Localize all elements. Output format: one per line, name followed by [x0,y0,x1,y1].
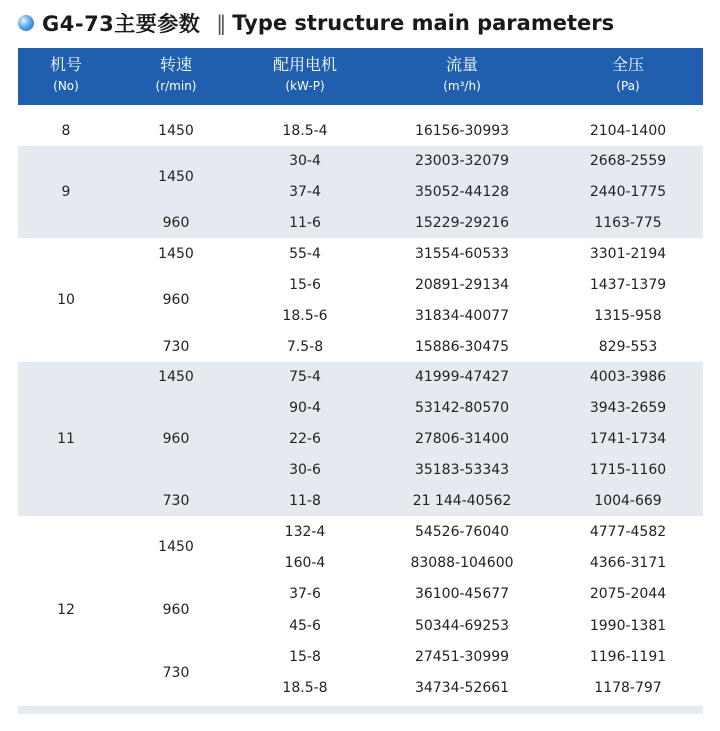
cell-flow: 35052-44128 [414,184,510,200]
cell-motor: 15-6 [289,276,321,293]
column-header-label: 流量 [445,55,479,74]
title-separator: ‖ [216,11,225,35]
cell-motor: 15-8 [289,649,321,665]
cell-pressure: 2104-1400 [589,122,667,139]
cell-pressure: 1163-775 [594,214,662,231]
column-header-pressure [612,54,644,96]
cell-speed: 960 [162,214,190,231]
cell-flow: 31834-40077 [414,307,510,324]
cell-motor: 11-6 [289,214,321,231]
cell-motor: 75-4 [289,369,321,386]
cell-flow: 23003-32079 [414,153,510,170]
column-header-model-no [50,54,82,96]
cell-flow: 15886-30475 [414,338,510,355]
cell-speed: 1450 [158,369,194,386]
cell-speed: 730 [162,664,190,681]
column-header-label: 配用电机 [272,55,338,74]
cell-flow: 50344-69253 [414,617,510,634]
cell-pressure: 4777-4582 [589,523,667,540]
cell-speed: 1450 [158,122,194,139]
cell-motor: 30-6 [289,461,321,478]
table-bottom-bar [18,706,703,714]
cell-speed: 730 [162,338,190,355]
cell-pressure: 3943-2659 [589,400,667,417]
cell-pressure: 2075-2044 [589,586,667,603]
cell-pressure: 1196-1191 [589,649,667,665]
cell-flow: 27451-30999 [414,649,510,665]
column-header-flow [443,54,481,96]
cell-pressure: 1004-669 [594,492,662,509]
cell-motor: 22-6 [289,431,321,447]
table-header [18,48,703,105]
cell-pressure: 4003-3986 [589,369,667,386]
cell-model-no: 12 [57,602,75,618]
column-header-unit: (m³/h) [443,79,481,93]
cell-motor: 132-4 [284,523,326,540]
cell-motor: 30-4 [289,153,321,170]
cell-pressure: 1741-1734 [589,431,667,447]
cell-pressure: 1437-1379 [589,276,667,293]
cell-flow: 34734-52661 [414,680,510,697]
page-title [18,8,614,38]
cell-speed: 960 [162,292,190,308]
cell-pressure: 1715-1160 [589,461,667,478]
cell-flow: 15229-29216 [414,214,510,231]
cell-model-no: 10 [57,292,75,308]
column-header-label: 机号 [49,55,83,74]
cell-motor: 18.5-4 [282,122,328,139]
cell-flow: 16156-30993 [414,122,510,139]
cell-speed: 730 [162,492,190,509]
cell-motor: 18.5-6 [282,307,328,324]
cell-flow: 83088-104600 [410,555,514,571]
cell-pressure: 829-553 [598,338,658,355]
cell-flow: 41999-47427 [414,369,510,386]
cell-pressure: 1315-958 [594,307,662,324]
column-header-label: 转速 [159,55,192,74]
cell-speed: 960 [162,431,190,447]
cell-motor: 11-8 [289,492,321,509]
cell-motor: 160-4 [284,555,326,571]
cell-speed: 1450 [158,539,194,556]
column-header-unit: (r/min) [155,79,197,93]
column-header-unit: (kW-P) [285,79,325,93]
cell-speed: 960 [162,602,190,618]
bullet-icon [18,15,34,31]
cell-pressure: 3301-2194 [589,245,667,262]
cell-motor: 18.5-8 [282,680,328,697]
cell-motor: 55-4 [289,245,321,262]
cell-motor: 45-6 [289,617,321,634]
cell-motor: 37-6 [289,586,321,603]
cell-motor: 37-4 [289,184,321,200]
cell-motor: 7.5-8 [286,338,324,355]
cell-flow: 27806-31400 [414,431,510,447]
column-header-speed [156,54,197,96]
column-header-label: 全压 [611,55,645,74]
title-english: Type structure main parameters [232,11,615,35]
cell-model-no: 9 [61,184,71,200]
cell-speed: 1450 [158,245,194,262]
cell-flow: 21 144-40562 [412,492,512,509]
column-header-unit: (No) [53,79,79,93]
title-chinese: G4-73主要参数 [42,12,201,36]
cell-speed: 1450 [158,168,194,185]
cell-motor: 90-4 [289,400,321,417]
column-header-motor [273,54,337,96]
cell-flow: 36100-45677 [414,586,510,603]
cell-flow: 54526-76040 [414,523,510,540]
cell-flow: 31554-60533 [414,245,510,262]
cell-flow: 35183-53343 [414,461,510,478]
cell-pressure: 2440-1775 [589,184,667,200]
cell-pressure: 1178-797 [594,680,662,697]
cell-pressure: 4366-3171 [589,555,667,571]
cell-flow: 53142-80570 [414,400,510,417]
cell-model-no: 11 [57,431,75,447]
cell-flow: 20891-29134 [414,276,510,293]
cell-pressure: 2668-2559 [589,153,667,170]
cell-pressure: 1990-1381 [589,617,667,634]
cell-model-no: 8 [61,122,71,139]
column-header-unit: (Pa) [616,79,640,93]
